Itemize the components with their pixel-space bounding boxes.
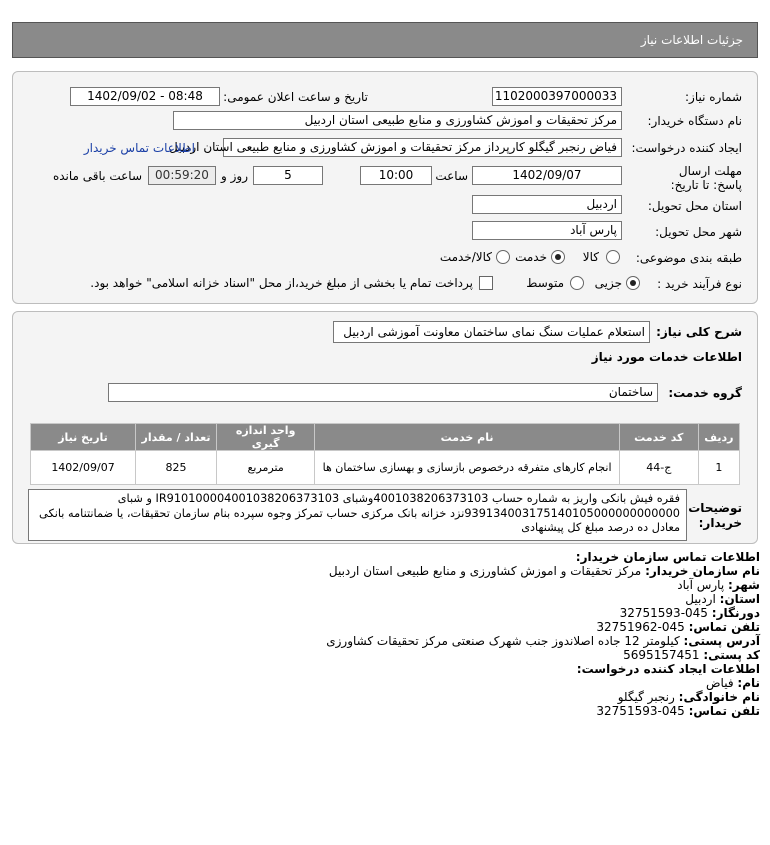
remaining-time-label: ساعت باقی مانده	[52, 169, 142, 183]
contact-province: استان: اردبیل	[685, 592, 760, 606]
announce-date-field: 1402/09/02 - 08:48	[70, 87, 220, 106]
province-label: استان محل تحویل:	[647, 199, 742, 213]
services-table-header	[31, 424, 740, 451]
days-label: روز و	[221, 169, 248, 183]
buyer-notes-box: فقره فیش بانکی واریز به شماره حساب 4001038206373103وشبای IR910100004001038206373103 و شبای 939134003175140105000000000000نزد خزانه بانک مرکزی حساب تمرکز وجوه سپرده بنام سازمان تحقیقات، یا ضمانتنامه بانکی معادل ده درصد مبلغ کل پیشنهادی	[28, 489, 687, 541]
services-table	[30, 423, 740, 485]
process-label: نوع فرآیند خرید :	[657, 277, 742, 291]
creator-label: ایجاد کننده درخواست:	[631, 141, 742, 155]
cell-quantity: 825	[136, 451, 217, 485]
col-row: ردیف	[698, 424, 739, 451]
deadline-label: مهلت ارسال پاسخ: تا تاریخ:	[670, 164, 742, 192]
need-number-label: شماره نیاز:	[685, 90, 742, 104]
days-field: 5	[253, 166, 323, 185]
category-option-service: خدمت	[515, 250, 547, 264]
creator-first-name: نام: فیاض	[706, 676, 760, 690]
buyer-org-label: نام دستگاه خریدار:	[647, 114, 742, 128]
col-unit: واحد اندازه گیری	[217, 424, 315, 451]
buyer-contact-link[interactable]: اطلاعات تماس خریدار	[83, 141, 195, 155]
contact-phone: تلفن تماس: 045-32751962	[596, 620, 760, 634]
cell-service-name: انجام کارهای متفرقه درخصوص بازسازی و بهسازی ساختمان ها	[315, 451, 620, 485]
announce-label: تاریخ و ساعت اعلان عمومی:	[223, 90, 368, 104]
category-radio-service[interactable]	[551, 250, 565, 264]
page-header	[12, 22, 758, 58]
city-label: شهر محل تحویل:	[655, 225, 742, 239]
services-heading: اطلاعات خدمات مورد نیاز	[591, 350, 742, 364]
contact-address: آدرس پستی: کیلومتر 12 جاده اصلاندوز جنب شهرک صنعتی مرکز تحقیقات کشاورزی	[326, 634, 760, 648]
summary-label: شرح کلی نیاز:	[656, 325, 742, 339]
col-need-date: تاریخ نیاز	[31, 424, 136, 451]
contact-org: نام سازمان خریدار: مرکز تحقیقات و اموزش کشاورزی و منابع طبیعی استان اردبیل	[328, 564, 760, 578]
cell-row: 1	[698, 451, 739, 485]
creator-last-name: نام خانوادگی: رنجبر گیگلو	[617, 690, 760, 704]
buyer-notes-label: توضیحات خریدار:	[688, 501, 742, 530]
category-option-goods-service: کالا/خدمت	[439, 250, 492, 264]
process-option-medium: متوسط	[526, 276, 564, 290]
remaining-time-field: 00:59:20	[148, 166, 216, 185]
treasury-payment-note: پرداخت تمام یا بخشی از مبلغ خرید،از محل "اسناد خزانه اسلامی" خواهد بود.	[90, 276, 473, 290]
cell-unit: مترمربع	[217, 451, 315, 485]
province-field: اردبیل	[472, 195, 622, 214]
process-radio-minor[interactable]	[626, 276, 640, 290]
category-option-goods: کالا	[582, 250, 599, 264]
need-number-field: 1102000397000033	[492, 87, 622, 106]
deadline-date-field: 1402/09/07	[472, 166, 622, 185]
category-radio-goods-service[interactable]	[496, 250, 510, 264]
contact-fax: دورنگار: 045-32751593	[619, 606, 760, 620]
category-label: طبقه بندی موضوعی:	[635, 251, 742, 265]
deadline-time-label: ساعت	[435, 169, 468, 183]
creator-field: فیاض رنجبر گیگلو کارپرداز مرکز تحقیقات و اموزش کشاورزی و منابع طبیعی استان اردبیل	[223, 138, 622, 157]
process-option-minor: جزیی	[594, 276, 622, 290]
contact-title: اطلاعات تماس سازمان خریدار:	[575, 550, 760, 564]
page-title: جزئیات اطلاعات نیاز	[640, 33, 743, 47]
treasury-payment-checkbox[interactable]	[479, 276, 493, 290]
summary-field: استعلام عملیات سنگ نمای ساختمان معاونت آموزشی اردبیل	[333, 321, 650, 343]
cell-service-code: ج-44	[619, 451, 698, 485]
col-service-name: نام خدمت	[315, 424, 620, 451]
city-field: پارس آباد	[472, 221, 622, 240]
deadline-time-field: 10:00	[360, 166, 432, 185]
buyer-org-field: مرکز تحقیقات و اموزش کشاورزی و منابع طبیعی استان اردبیل	[173, 111, 622, 130]
cell-need-date: 1402/09/07	[31, 451, 136, 485]
contact-city: شهر: پارس آباد	[677, 578, 760, 592]
process-radio-medium[interactable]	[570, 276, 584, 290]
contact-postal-code: کد پستی: 5695157451	[623, 648, 760, 662]
creator-info-title: اطلاعات ایجاد کننده درخواست:	[576, 662, 760, 676]
service-group-label: گروه خدمت:	[668, 386, 742, 400]
category-radio-goods[interactable]	[606, 250, 620, 264]
table-row	[31, 451, 740, 485]
creator-phone: تلفن تماس: 045-32751593	[596, 704, 760, 718]
col-quantity: تعداد / مقدار	[136, 424, 217, 451]
col-service-code: کد خدمت	[619, 424, 698, 451]
service-group-field: ساختمان	[108, 383, 658, 402]
